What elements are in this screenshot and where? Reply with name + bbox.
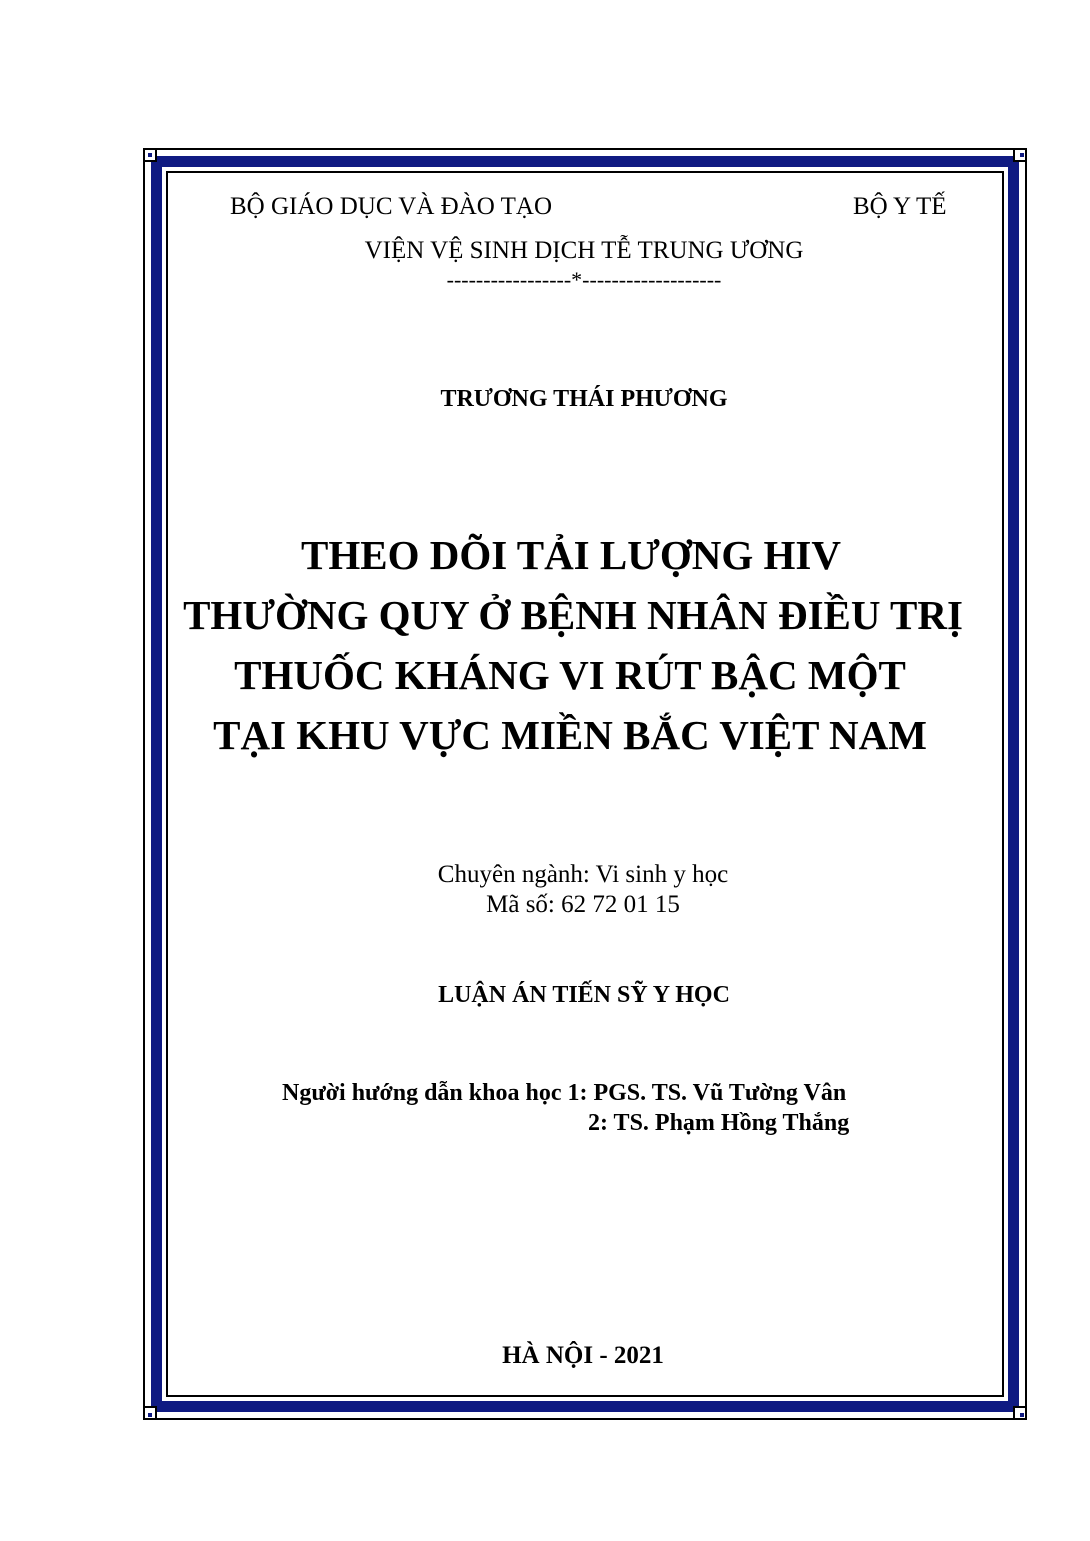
ministry-health-label: BỘ Y TẾ — [853, 193, 947, 220]
border-corner-top-left — [143, 148, 157, 162]
header-divider: -----------------*------------------- — [446, 267, 722, 292]
thesis-title-line-3: THUỐC KHÁNG VI RÚT BẬC MỘT — [234, 652, 906, 698]
thesis-title-line-1: THEO DÕI TẢI LƯỢNG HIV — [301, 532, 841, 578]
border-corner-bottom-right — [1013, 1406, 1027, 1420]
place-year: HÀ NỘI - 2021 — [502, 1342, 664, 1369]
advisor-line-1: Người hướng dẫn khoa học 1: PGS. TS. Vũ Tường Vân — [282, 1080, 847, 1106]
specialty-label: Chuyên ngành: Vi sinh y học — [437, 861, 729, 888]
thesis-title-line-2: THƯỜNG QUY Ở BỆNH NHÂN ĐIỀU TRỊ — [183, 592, 963, 638]
degree-label: LUẬN ÁN TIẾN SỸ Y HỌC — [438, 982, 730, 1008]
author-name: TRƯƠNG THÁI PHƯƠNG — [440, 386, 728, 412]
border-corner-bottom-left — [143, 1406, 157, 1420]
page-border-inner — [166, 171, 1004, 1397]
institute-name: VIỆN VỆ SINH DỊCH TỄ TRUNG ƯƠNG — [364, 237, 804, 264]
specialty-code: Mã số: 62 72 01 15 — [486, 891, 680, 918]
thesis-title-line-4: TẠI KHU VỰC MIỀN BẮC VIỆT NAM — [213, 712, 927, 758]
ministry-education-label: BỘ GIÁO DỤC VÀ ĐÀO TẠO — [230, 193, 552, 220]
border-corner-top-right — [1013, 148, 1027, 162]
advisor-line-2: 2: TS. Phạm Hồng Thắng — [588, 1110, 850, 1136]
